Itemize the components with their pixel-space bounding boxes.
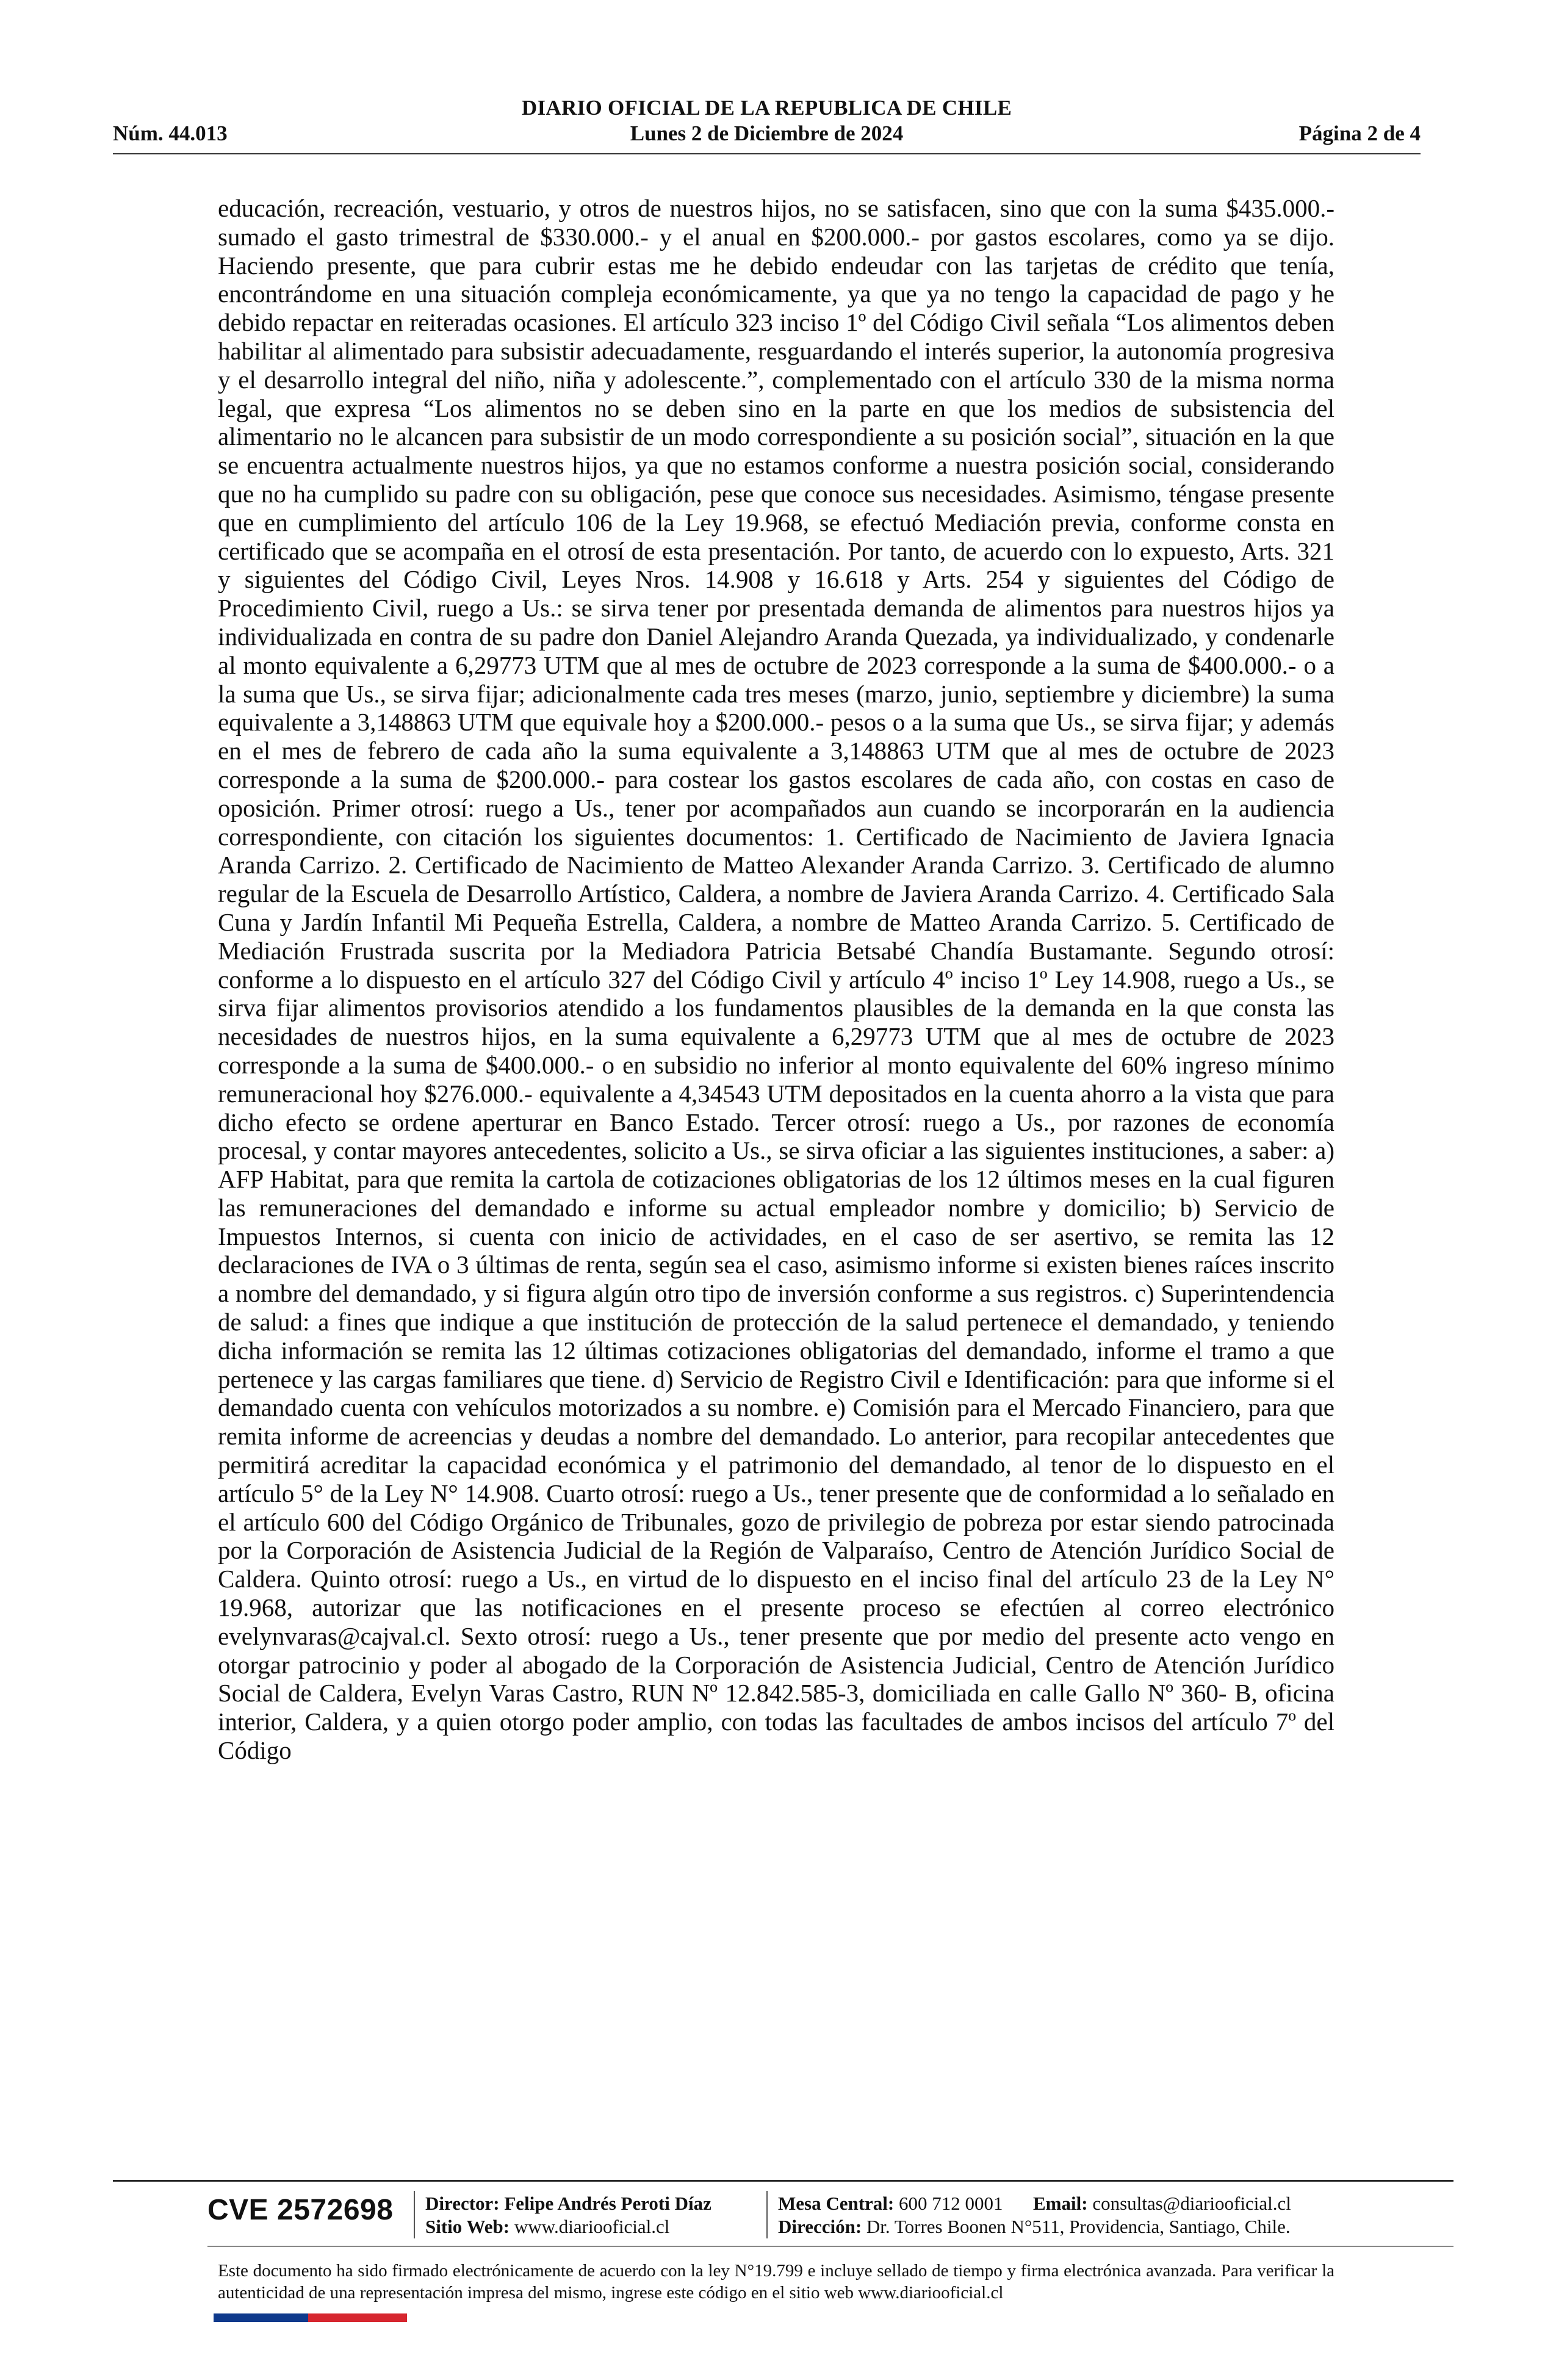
address-value: Dr. Torres Boonen N°511, Providencia, Santiago, Chile. <box>866 2216 1291 2237</box>
mesa-central-phone: 600 712 0001 <box>899 2193 1003 2214</box>
email-link[interactable]: consultas@diariooficial.cl <box>1092 2193 1291 2214</box>
website-link[interactable]: www.diariooficial.cl <box>514 2216 670 2237</box>
page-header <box>113 95 1421 150</box>
issue-date: Lunes 2 de Diciembre de 2024 <box>630 121 904 145</box>
newspaper-title: DIARIO OFICIAL DE LA REPUBLICA DE CHILE <box>521 96 1012 120</box>
footer-divider <box>113 2180 1453 2182</box>
director-label: Director: <box>425 2193 500 2214</box>
address-label: Dirección: <box>778 2216 862 2237</box>
website-label: Sitio Web: <box>425 2216 510 2237</box>
footer-separator <box>766 2191 768 2238</box>
flag-red-segment <box>308 2313 407 2322</box>
email-label: Email: <box>1033 2193 1088 2214</box>
header-divider <box>113 153 1421 154</box>
body-text: educación, recreación, vestuario, y otros de nuestros hijos, no se satisfacen, sino que con la suma $435.000.- sumado el gasto trimestral de $330.000.- y el anual en $200.000.- por gastos escolares, como ya se dijo. Haciendo presente, que para cubrir estas me he debido endeudar con las tarjetas de crédito que tenía, encontrándome en una situación compleja económicamente, ya que ya no tengo la capacidad de pago y he debido repactar en reiteradas ocasiones. El artículo 323 inciso 1º del Código Civil señala “Los alimentos deben habilitar al alimentado para subsistir adecuadamente, resguardando el interés superior, la autonomía progresiva y el desarrollo integral del niño, niña y adolescente.”, complementado con el artículo 330 de la misma norma legal, que expresa “Los alimentos no se deben sino en la parte en que los medios de subsistencia del alimentario no le alcancen para subsistir de un modo correspondiente a su posición social”, situación en la que se encuentra actualmente nuestros hijos, ya que no estamos conforme a nuestra posición social, considerando que no ha cumplido su padre con su obligación, pese que conoce sus necesidades. Asimismo, téngase presente que en cumplimiento del artículo 106 de la Ley 19.968, se efectuó Mediación previa, conforme consta en certificado que se acompaña en el otrosí de esta presentación. Por tanto, de acuerdo con lo expuesto, Arts. 321 y siguientes del Código Civil, Leyes Nros. 14.908 y 16.618 y Arts. 254 y siguientes del Código de Procedimiento Civil, ruego a Us.: se sirva tener por presentada demanda de alimentos para nuestros hijos ya individualizada en contra de su padre don Daniel Alejandro Aranda Quezada, ya individualizado, y condenarle al monto equivalente a 6,29773 UTM que al mes de octubre de 2023 corresponde a la suma de $400.000.- o a la suma que Us., se sirva fijar; adicionalmente cada tres meses (marzo, junio, septiembre y diciembre) la suma equivalente a 3,148863 UTM que equivale hoy a $200.000.- pesos o a la suma que Us., se sirva fijar; y además en el mes de febrero de cada año la suma equivalente a 3,148863 UTM que al mes de octubre de 2023 corresponde a la suma de $200.000.- para costear los gastos escolares de cada año, con costas en caso de oposición. Primer otrosí: ruego a Us., tener por acompañados aun cuando se incorporarán en la audiencia correspondiente, con citación los siguientes documentos: 1. Certificado de Nacimiento de Javiera Ignacia Aranda Carrizo. 2. Certificado de Nacimiento de Matteo Alexander Aranda Carrizo. 3. Certificado de alumno regular de la Escuela de Desarrollo Artístico, Caldera, a nombre de Javiera Aranda Carrizo. 4. Certificado Sala Cuna y Jardín Infantil Mi Pequeña Estrella, Caldera, a nombre de Matteo Aranda Carrizo. 5. Certificado de Mediación Frustrada suscrita por la Mediadora Patricia Betsabé Chandía Bustamante. Segundo otrosí: conforme a lo dispuesto en el artículo 327 del Código Civil y artículo 4º inciso 1º Ley 14.908, ruego a Us., se sirva fijar alimentos provisorios atendido a los fundamentos plausibles de la demanda en la que consta las necesidades de nuestros hijos, en la suma equivalente a 6,29773 UTM que al mes de octubre de 2023 corresponde a la suma de $400.000.- o en subsidio no inferior al monto equivalente del 60% ingreso mínimo remuneracional hoy $276.000.- equivalente a 4,34543 UTM depositados en la cuenta ahorro a la vista que para dicho efecto se ordene aperturar en Banco Estado. Tercer otrosí: ruego a Us., por razones de economía procesal, y contar mayores antecedentes, solicito a Us., se sirva oficiar a las siguientes instituciones, a saber: a) AFP Habitat, para que remita la cartola de cotizaciones obligatorias de los 12 últimos meses en la cual figuren las remuneraciones del demandado e informe su actual empleador nombre y domicilio; b) Servicio de Impuestos Internos, si cuenta con inicio de actividades, en el caso de ser asertivo, se remita las 12 declaraciones de IVA o 3 últimas de renta, según sea el caso, asimismo informe si existen bienes raíces inscrito a nombre del demandado, y si figura algún otro tipo de inversión conforme a sus registros. c) Superintendencia de salud: a fines que indique a que institución de protección de la salud pertenece el demandado, y teniendo dicha información se remita las 12 últimas cotizaciones obligatorias del demandado, informe el tramo a que pertenece y las cargas familiares que tiene. d) Servicio de Registro Civil e Identificación: para que informe si el demandado cuenta con vehículos motorizados a su nombre. e) Comisión para el Mercado Financiero, para que remita informe de acreencias y deudas a nombre del demandado. Lo anterior, para recopilar antecedentes que permitirá acreditar la capacidad económica y el patrimonio del demandado, al tenor de lo dispuesto en el artículo 5° de la Ley N° 14.908. Cuarto otrosí: ruego a Us., tener presente que de conformidad a lo señalado en el artículo 600 del Código Orgánico de Tribunales, gozo de privilegio de pobreza por estar siendo patrocinada por la Corporación de Asistencia Judicial de la Región de Valparaíso, Centro de Atención Jurídico Social de Caldera. Quinto otrosí: ruego a Us., en virtud de lo dispuesto en el inciso final del artículo 23 de la Ley N° 19.968, autorizar que las notificaciones en el presente proceso se efectúen al correo electrónico evelynvaras@cajval.cl. Sexto otrosí: ruego a Us., tener presente que por medio del presente acto vengo en otorgar patrocinio y poder al abogado de la Corporación de Asistencia Judicial, Centro de Atención Jurídico Social de Caldera, Evelyn Varas Castro, RUN Nº 12.842.585-3, domiciliada en calle Gallo Nº 360- B, oficina interior, Caldera, y a quien otorgo poder amplio, con todas las facultades de ambos incisos del artículo 7º del Código <box>218 194 1334 1765</box>
director-name: Felipe Andrés Peroti Díaz <box>504 2193 711 2214</box>
footer-director-block <box>425 2192 711 2238</box>
issue-number: Núm. 44.013 <box>113 121 228 145</box>
chile-flag-stripe <box>214 2313 407 2322</box>
page-number: Página 2 de 4 <box>1298 121 1421 145</box>
legal-notice: Este documento ha sido firmado electrónicamente de acuerdo con la ley N°19.799 e incluye sellado de tiempo y firma electrónica avanzada. Para verificar la autenticidad de una representación impresa del mismo, ingrese este código en el sitio web www.diariooficial.cl <box>218 2261 1334 2302</box>
footer-separator <box>414 2191 415 2238</box>
footer-divider-secondary <box>207 2246 1453 2247</box>
footer-contact-block <box>778 2192 1291 2238</box>
cve-code: CVE 2572698 <box>207 2194 394 2226</box>
flag-blue-segment <box>214 2313 308 2322</box>
mesa-central-label: Mesa Central: <box>778 2193 895 2214</box>
